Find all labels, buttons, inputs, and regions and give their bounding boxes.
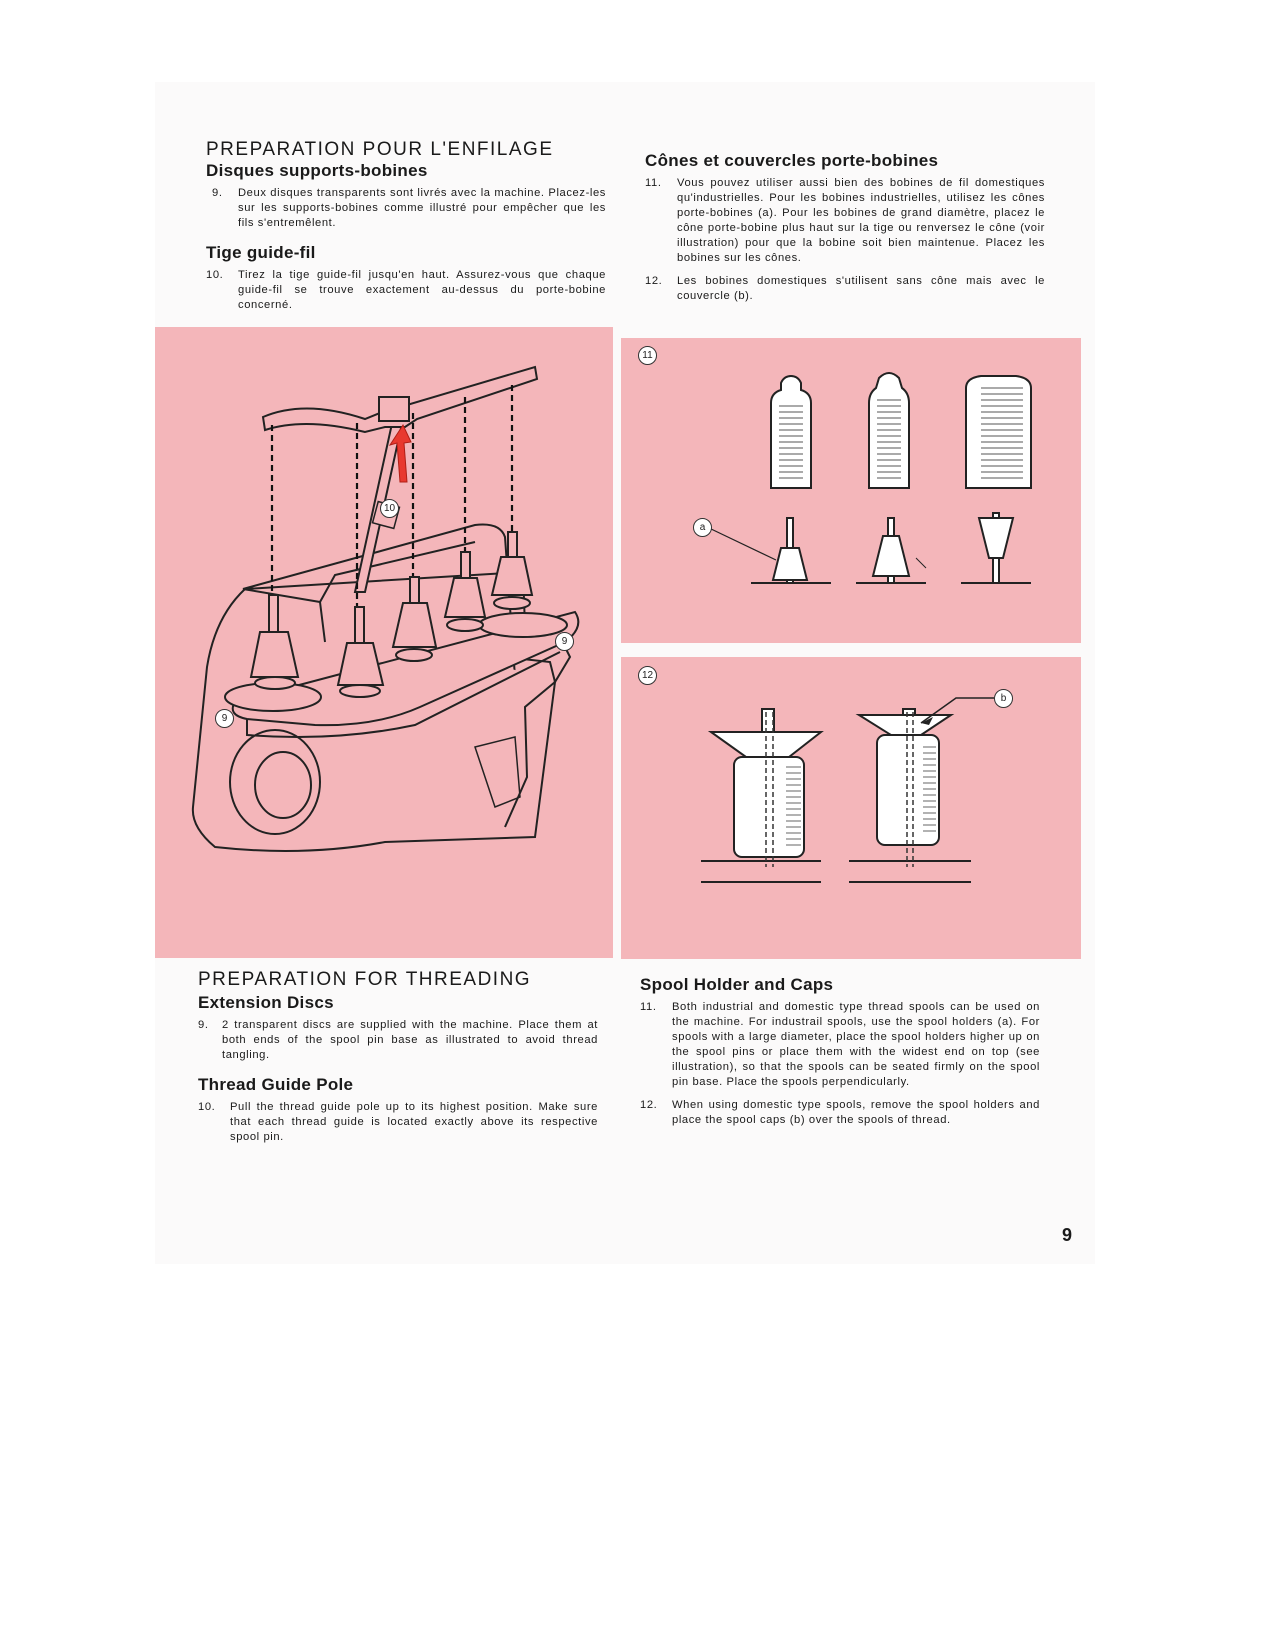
en-discs-title: Extension Discs [198,993,334,1012]
en-left-column [198,970,598,1145]
fr-step-11-text: Vous pouvez utiliser aussi bien des bobines de fil domestiques qu'industrielles. Pour les bobines industrielles, utilisez les cônes porte-bobines (a). Pour les bobines de grand diamètre, placez le cône porte-bobine plus haut sur la tige ou renversez le cône (voir illustration) pour que la bobine soit bien maintenue. Placez les bobines sur les cônes. [677,177,1045,264]
en-pole-title: Thread Guide Pole [198,1075,354,1094]
fr-right-column [645,151,1045,304]
en-right-column [640,975,1040,1128]
en-step-12 [640,1098,1040,1128]
callout-9-right: 9 [555,632,574,651]
en-main-title: PREPARATION FOR THREADING [198,969,532,990]
en-spool-title: Spool Holder and Caps [640,975,834,994]
spool-holders-illustration [621,338,1081,643]
en-step-11-text: Both industrial and domestic type thread spools can be used on the machine. For industrail spools, use the spool holders (a). For spools with a large diameter, place the spool holders higher up on the spool pins or place them with the widest end on top (see illustration), so that the spools can be seated firmly on the spool pin base. Place the spools perpendicularly. [672,1001,1040,1088]
fr-step-9 [206,186,606,231]
en-step-9-text: 2 transparent discs are supplied with the machine. Place them at both ends of the spool pin base as illustrated to avoid thread tangling. [222,1019,598,1061]
en-step-10-num: 10. [198,1101,216,1113]
en-step-11-num: 11. [640,1001,657,1013]
fr-cones-title: Cônes et couvercles porte-bobines [645,151,939,170]
en-step-10 [198,1100,598,1145]
spool-holders-panel [621,338,1081,643]
fr-step-12-text: Les bobines domestiques s'utilisent sans cône mais avec le couvercle (b). [677,275,1045,302]
callout-9-left: 9 [215,709,234,728]
fr-step-10-num: 10. [206,269,224,281]
fr-step-10 [206,268,606,313]
fr-step-11 [645,176,1045,266]
label-b: b [994,689,1013,708]
fr-left-column [206,140,606,313]
en-step-12-text: When using domestic type spools, remove the spool holders and place the spool caps (b) over the spools of thread. [672,1099,1040,1126]
machine-illustration [155,327,613,958]
fr-step-9-num: 9. [212,187,223,199]
fr-main-title: PREPARATION POUR L'ENFILAGE [206,139,554,160]
label-a: a [693,518,712,537]
en-step-9-num: 9. [198,1019,209,1031]
en-step-10-text: Pull the thread guide pole up to its highest position. Make sure that each thread guide is located exactly above its respective spool pin. [230,1101,598,1143]
fr-step-9-text: Deux disques transparents sont livrés avec la machine. Placez-les sur les supports-bobines comme illustré pour empêcher que les fils s'entremêlent. [238,187,606,229]
en-step-11 [640,1000,1040,1090]
fr-step-11-num: 11. [645,177,662,189]
fr-step-10-text: Tirez la tige guide-fil jusqu'en haut. Assurez-vous que chaque guide-fil se trouve exactement au-dessus du porte-bobine concerné. [238,269,606,311]
fr-step-12 [645,274,1045,304]
callout-12: 12 [638,666,657,685]
page-number: 9 [1062,1225,1073,1245]
en-step-12-num: 12. [640,1099,658,1111]
machine-illustration-panel [155,327,613,958]
callout-10: 10 [380,499,399,518]
fr-discs-title: Disques supports-bobines [206,161,428,180]
callout-11: 11 [638,346,657,365]
fr-step-12-num: 12. [645,275,663,287]
en-step-9 [198,1018,598,1063]
spool-caps-panel [621,657,1081,959]
fr-pole-title: Tige guide-fil [206,243,316,262]
